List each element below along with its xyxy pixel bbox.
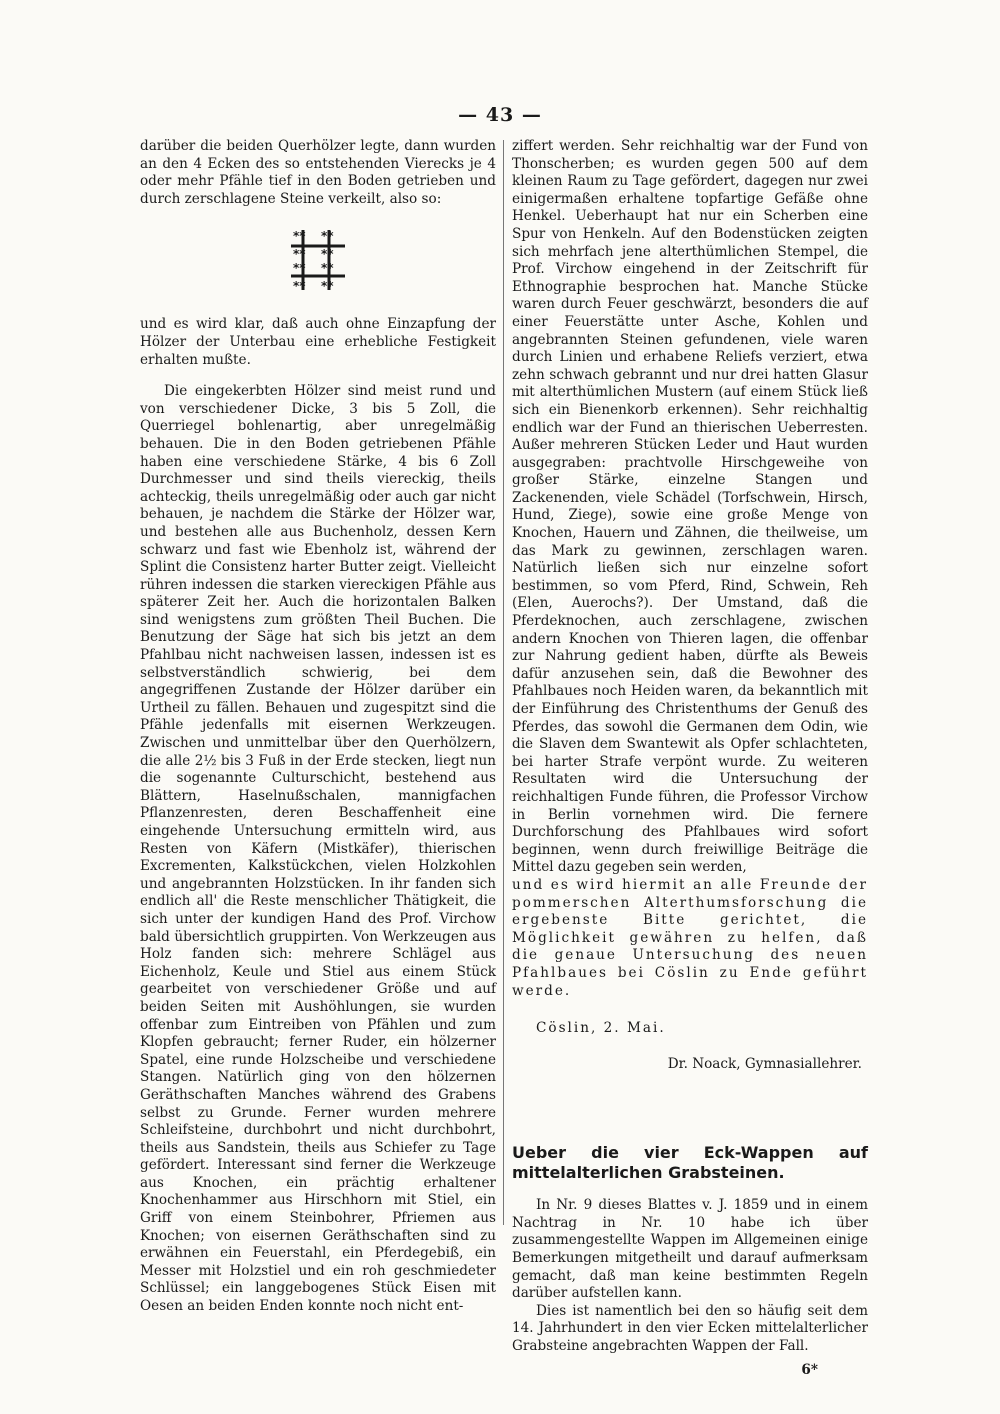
signoff-author: Dr. Noack, Gymnasiallehrer.	[667, 1055, 862, 1072]
left-main-paragraph: Die eingekerbten Hölzer sind meist rund und von verschiedener Dicke, 3 bis 5 Zoll, die Querriegel bohlenartig, aber unregelmäßig behauen. Die in den Boden getriebenen Pfähle haben eine verschiedene Stärke, 4 bis 6 Zoll Durchmesser und sind theils viereckig, theils achteckig, theils unregelmäßig oder auch gar nicht behauen, je nachdem die Stärke der Hölzer war, und bestehen alle aus Buchenholz, dessen Kern schwarz und fast wie Ebenholz ist, während der Splint die Consistenz harter Butter zeigt. Vielleicht rühren indessen die starken viereckigen Pfähle aus späterer Zeit her. Auch die horizontalen Balken sind wenigstens zum größten Theil Buchen. Die Benutzung der Säge hat sich bis jetzt an dem Pfahlbau nicht nachweisen lassen, indessen ist es selbstverständlich schwierig, bei dem angegriffenen Zustande der Hölzer darüber ein Urtheil zu fällen. Behauen und zugespitzt sind die Pfähle jedenfalls mit eisernen Werkzeugen. Zwischen und unmittelbar über den Querhölzern, die alle 2½ bis 3 Fuß in der Erde stecken, liegt nun die sogenannte Culturschicht, bestehend aus Blättern, Haselnußschalen, mannigfachen Pflanzenresten, deren Beschaffenheit eine eingehende Untersuchung ermitteln wird, aus Resten von Käfern (Mistkäfer), thierischen Excrementen, Kalkstückchen, vielen Holzkohlen und angebrannten Holzstücken. In ihr fanden sich endlich all' die Reste menschlicher Thätigkeit, die sich unter der kundigen Hand des Prof. Virchow bald übersichtlich gruppirten. Von Werkzeugen aus Holz fanden sich: mehrere Schlägel aus Eichenholz, Keule und Stiel aus einem Stück gearbeitet von verschiedener Größe und auf beiden Seiten mit Aushöhlungen, sie wurden offenbar zum Eintreiben von Pfählen und zum Klopfen gebraucht; ferner Ruder, ein hölzerner Spatel, eine runde Holzscheibe und verschiedene Stangen. Natürlich ging von den hölzernen Geräthschaften Manches während des Grabens selbst zu Grunde. Ferner wurden mehrere Schleifsteine, durchbohrt und nicht durchbohrt, theils aus Sandstein, theils aus Schiefer zu Tage gefördert. Interessant sind ferner die Werkzeuge aus Knochen, ein prächtig erhaltener Knochenhammer aus Hirschhorn mit Stiel, ein Griff von einem Steinbohrer, Pfriemen aus Knochen; von eisernen Geräthschaften sind zu erwähnen ein Feuerstahl, ein Pferdegebiß, ein Messer mit Holzstiel und ein roh geschmiedeter Schlüssel; ein langgebogenes Stück Eisen mit Oesen an beiden Enden konnte noch nicht ent-	[140, 383, 496, 1315]
diagram-pile-mark: **	[293, 229, 306, 244]
left-intro-text: darüber die beiden Querhölzer legte, dann wurden an den 4 Ecken des so entstehenden Vierecks je 4 oder mehr Pfähle tief in den Boden getrieben und durch zerschlagene Steine verkeilt, also so:	[140, 138, 496, 207]
pile-arrangement-diagram	[263, 226, 373, 298]
page-number: — 43 —	[458, 104, 542, 126]
diagram-pile-mark: **	[293, 247, 306, 262]
diagram-pile-mark: **	[321, 229, 334, 244]
diagram-pile-mark: **	[321, 261, 334, 276]
signoff-place: Cöslin, 2. Mai.	[536, 1020, 666, 1037]
left-after-diagram-text: und es wird klar, daß auch ohne Einzapfung der Hölzer der Unterbau eine erhebliche Festigkeit erhalten mußte.	[140, 316, 496, 368]
column-divider	[503, 140, 504, 1225]
section-paragraph-1: In Nr. 9 dieses Blattes v. J. 1859 und in einem Nachtrag in Nr. 10 habe ich über zusammengestellte Wappen im Allgemeinen einige Bemerkungen mitgetheilt und darauf aufmerksam gemacht, daß man keine bestimmten Regeln darüber aufstellen kann.	[512, 1197, 868, 1302]
section-heading: Ueber die vier Eck-Wappen auf mittelalterlichen Grabsteinen.	[512, 1143, 868, 1183]
right-column	[512, 138, 868, 1379]
diagram-pile-mark: **	[321, 247, 334, 262]
diagram-pile-mark: **	[321, 279, 334, 294]
diagram-pile-mark: **	[293, 279, 306, 294]
right-main-paragraph: ziffert werden. Sehr reichhaltig war der Fund von Thonscherben; es wurden gegen 500 auf dem kleinen Raum zu Tage gefördert, dagegen nur zwei einigermaßen erhaltene topfartige Gefäße ohne Henkel. Ueberhaupt hat nur ein Scherben eine Spur von Henkeln. Auf den Bodenstücken zeigten sich mehrfach jene alterthümlichen Stempel, die Prof. Virchow eingehend in der Zeitschrift für Ethnographie besprochen hat. Manche Stücke waren durch Feuer geschwärzt, besonders die auf einer Feuerstätte unter Asche, Kohlen und angebrannten Steinen gefundenen, viele waren durch Linien und erhabene Reliefs verziert, etwa zehn schwach gebrannt und nur drei hatten Glasur mit alterthümlichen Mustern (auf einem Stück ließ sich ein Bienenkorb erkennen). Sehr reichhaltig endlich war der Fund an thierischen Ueberresten. Außer mehreren Stücken Leder und Haut wurden ausgegraben: prachtvolle Hirschgeweihe von großer Stärke, einzelne Stangen und Zackenenden, viele Schädel (Torfschwein, Hirsch, Hund, Ziege), sowie eine große Menge von Knochen, Hauern und Zähnen, die theilweise, um das Mark zu gewinnen, zerschlagen waren. Natürlich ließen sich nur einzelne sofort bestimmen, so vom Pferd, Rind, Schwein, Reh (Elen, Auerochs?). Der Umstand, daß die Pferdeknochen, auch zerschlagene, zwischen andern Knochen von Thieren lagen, die offenbar zur Nahrung gedient haben, dürfte als Beweis dafür anzusehen sein, daß die Bewohner des Pfahlbaues noch Heiden waren, da bekanntlich mit der Einführung des Christenthums der Genuß des Pferdes, das sowohl die Germanen dem Odin, wie die Slaven dem Swantewit als Opfer schlachteten, bei harter Strafe verpönt wurde. Zu weiteren Resultaten wird die Untersuchung der reichhaltigen Funde führen, die Professor Virchow in Berlin vornehmen wird. Die fernere Durchforschung des Pfahlbaues wird sofort beginnen, wenn durch freiwillige Beiträge die Mittel dazu gegeben sein werden,	[512, 138, 868, 876]
diagram-pile-mark: **	[293, 261, 306, 276]
left-column	[140, 138, 496, 1316]
right-appeal-text: und es wird hiermit an alle Freunde der pommerschen Alterthumsforschung die ergebenste Bitte gerichtet, die Möglichkeit gewähren zu helfen, daß die genaue Untersuchung des neuen Pfahlbaues bei Cöslin zu Ende geführt werde.	[512, 876, 868, 999]
signature-mark: 6*	[801, 1361, 818, 1378]
section-paragraph-2: Dies ist namentlich bei den so häufig seit dem 14. Jahrhundert in den vier Ecken mittelalterlicher Grabsteine angebrachten Wappen der Fall.	[512, 1302, 868, 1355]
